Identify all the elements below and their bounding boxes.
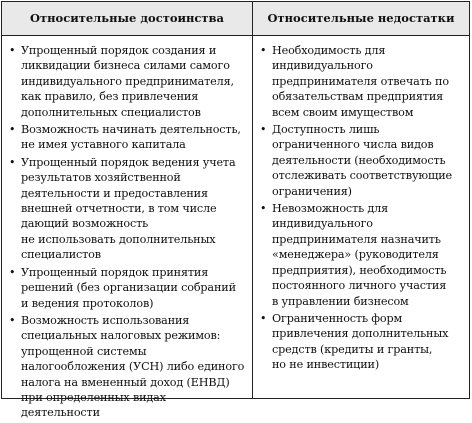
list-item-text: Невозможность для индивидуального предпринимателя назначить «менеджера» (руководителя предприятия), необходимость постоянного личного участия в управлении бизнесом <box>272 202 447 308</box>
list-item-text: Упрощенный порядок принятия решений (без организации собраний и ведения протоколов) <box>21 265 236 310</box>
list-item <box>8 43 246 120</box>
list-item <box>259 122 465 199</box>
list-item-text: Упрощенный порядок ведения учета результатов хозяйственной деятельности и предоставления внешней отчетности, в том числе дающий возможность не использовать дополнительных специалистов <box>21 155 236 262</box>
table-header <box>2 2 469 36</box>
header-disadvantages: Относительные недостатки <box>267 11 455 25</box>
header-advantages: Относительные достоинства <box>29 11 225 25</box>
list-item <box>259 311 465 373</box>
bullet-icon: • <box>9 265 16 279</box>
column-divider <box>252 2 253 398</box>
bullet-icon: • <box>260 202 267 216</box>
list-item <box>8 155 246 263</box>
list-item-text: Упрощенный порядок создания и ликвидации бизнеса силами самого индивидуального предпринимателя, как правило, без привлечения дополнительных специалистов <box>21 44 234 119</box>
bullet-icon: • <box>9 313 16 327</box>
list-item-text: Необходимость для индивидуального предпринимателя отвечать по обязательствам предприятия всем своим имуществом <box>272 44 449 119</box>
bullet-icon: • <box>260 311 267 325</box>
list-item-text: Ограниченность форм привлечения дополнительных средств (кредиты и гранты, но не инвестиции) <box>272 311 449 372</box>
list-item-text: Доступность лишь ограниченного числа видов деятельности (необходимость отслеживать соответствующие ограничения) <box>272 123 453 198</box>
bullet-icon: • <box>260 44 267 57</box>
disadvantages-list <box>259 43 465 375</box>
list-item <box>8 122 246 153</box>
list-item <box>259 201 465 309</box>
list-item-text: Возможность использования специальных налоговых режимов: упрощенной системы налогообложения (УСН) либо единого налога на вмененный доход (ЕНВД) при определенных видах деятельности <box>21 313 245 420</box>
list-item-text: Возможность начинать деятельность, не имея уставного капитала <box>21 123 241 152</box>
bullet-icon: • <box>9 44 16 57</box>
bullet-icon: • <box>9 155 16 169</box>
bullet-icon: • <box>9 123 16 137</box>
comparison-table <box>1 1 470 420</box>
advantages-list <box>8 43 246 423</box>
list-item <box>259 43 465 120</box>
bullet-icon: • <box>260 123 267 137</box>
list-item <box>8 313 246 421</box>
list-item <box>8 265 246 311</box>
